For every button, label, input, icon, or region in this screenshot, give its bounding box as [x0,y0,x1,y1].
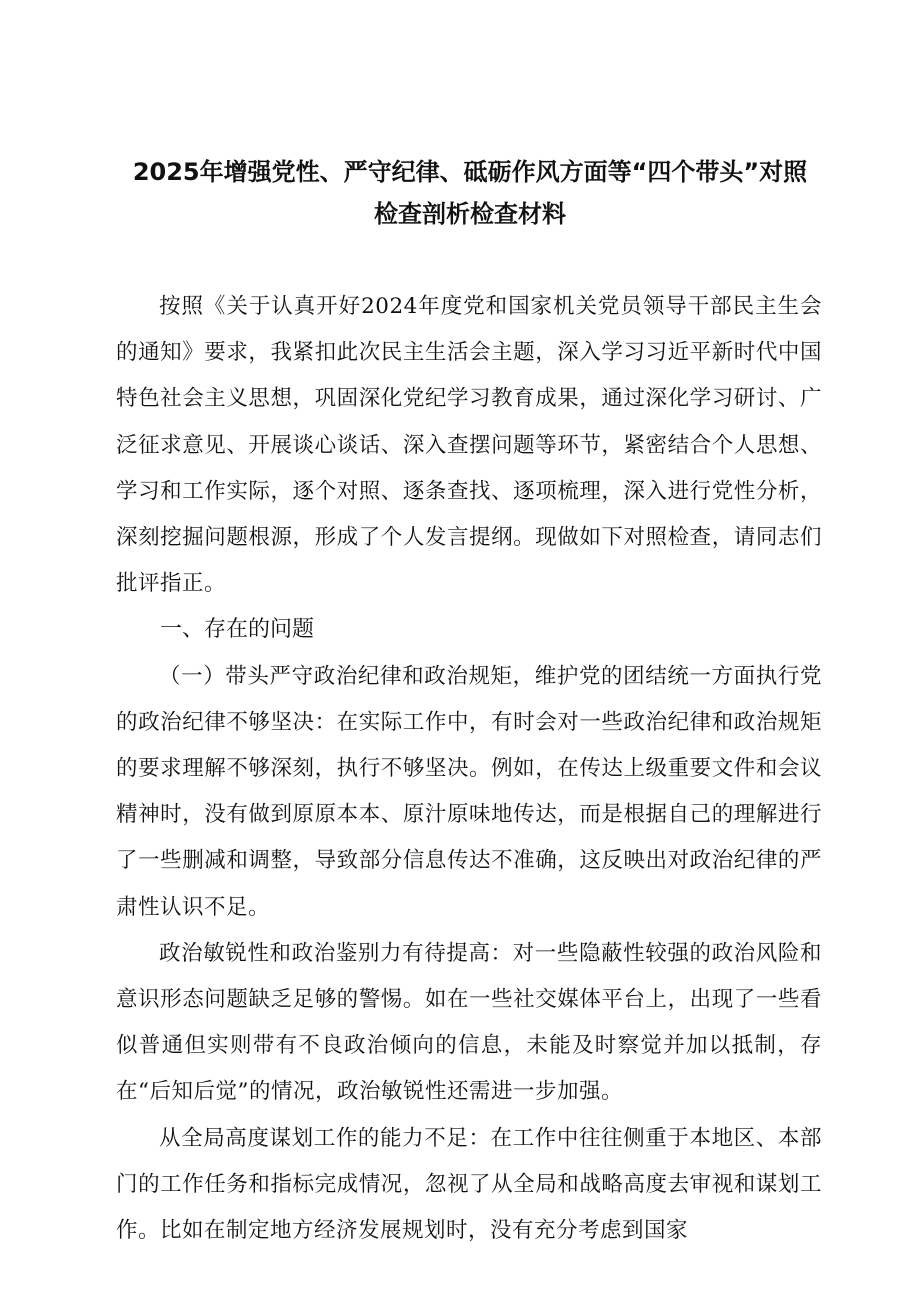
document-title-line-2: 检查剖析检查材料 [374,200,566,228]
intro-paragraph: 按照《关于认真开好2024年度党和国家机关党员领导干部民主生会的通知》要求，我紧扣此次民主生活会主题，深入学习习近平新时代中国特色社会主义思想，巩固深化党纪学习教育成果，通过深化学习研讨、广泛征求意见、开展谈心谈话、深入查摆问题等环节，紧密结合个人思想、学习和工作实际，逐个对照、逐条查找、逐项梳理，深入进行党性分析，深刻挖掘问题根源，形成了个人发言提纲。现做如下对照检查，请同志们批评指正。 [116,294,822,597]
section-heading-problems: 一、存在的问题 [160,617,315,643]
section-paragraph-2: 政治敏锐性和政治鉴别力有待提高：对一些隐蔽性较强的政治风险和意识形态问题缺乏足够的警惕。如在一些社交媒体平台上，出现了一些看似普通但实则带有不良政治倾向的信息，未能及时察觉并加以抵制，存在“后知后觉”的情况，政治敏锐性还需进一步加强。 [116,940,822,1105]
document-body [116,284,822,1254]
document-title-line-1: 2025年增强党性、严守纪律、砥砺作风方面等“四个带头”对照 [132,158,808,186]
section-paragraph-3: 从全局高度谋划工作的能力不足：在工作中往往侧重于本地区、本部门的工作任务和指标完成情况，忽视了从全局和战略高度去审视和谋划工作。比如在制定地方经济发展规划时，没有充分考虑到国家 [116,1125,822,1244]
section-paragraph-1: （一）带头严守政治纪律和政治规矩，维护党的团结统一方面执行党的政治纪律不够坚决：在实际工作中，有时会对一些政治纪律和政治规矩的要求理解不够深刻，执行不够坚决。例如，在传达上级重要文件和会议精神时，没有做到原原本本、原汁原味地传达，而是根据自己的理解进行了一些删减和调整，导致部分信息传达不准确，这反映出对政治纪律的严肃性认识不足。 [116,663,822,920]
